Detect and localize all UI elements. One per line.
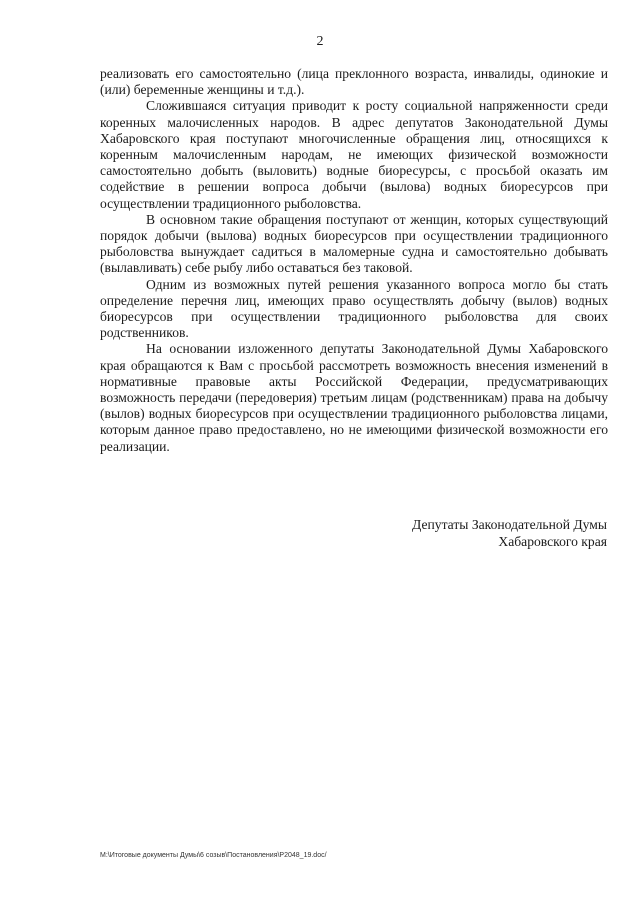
paragraph-social-tension: Сложившаяся ситуация приводит к росту социальной напряженности среди коренных малочисленных народов. В адрес депутатов Законодательной Думы Хабаровского края поступают многочисленные обращения лиц, относящихся к коренным малочисленным народам, не имеющих физической возможности самостоятельно добыть (выловить) водные биоресурсы, с просьбой оказать им содействие в решении вопроса добычи (вылова) водных биоресурсов при осуществлении традиционного рыболовства. — [100, 98, 608, 211]
paragraph-continuation: реализовать его самостоятельно (лица преклонного возраста, инвалиды, одинокие и (или) беременные женщины и т.д.). — [100, 66, 608, 98]
paragraph-request: На основании изложенного депутаты Законодательной Думы Хабаровского края обращаются к Вам с просьбой рассмотреть возможность внесения изменений в нормативные правовые акты Российской Федерации, предусматривающих возможность передачи (передоверия) третьим лицам (родственникам) права на добычу (вылов) водных биоресурсов при осуществлении традиционного рыболовства лицами, которым данное право предоставлено, но не имеющими физической возможности его реализации. — [100, 341, 608, 454]
paragraph-possible-solution: Одним из возможных путей решения указанного вопроса могло бы стать определение перечня лиц, имеющих право осуществлять добычу (вылов) водных биоресурсов при осуществлении традиционного рыболовства для своих родственников. — [100, 276, 608, 341]
page-number: 2 — [316, 34, 324, 49]
footer-file-path: M:\Итоговые документы Думы\6 созыв\Постановления\P2048_19.doc/ — [100, 852, 327, 859]
letter-body — [100, 66, 608, 455]
paragraph-women-appeals: В основном такие обращения поступают от женщин, которых существующий порядок добычи (вылова) водных биоресурсов при осуществлении традиционного рыболовства вынуждает садиться в маломерные судна и самостоятельно добывать (вылавливать) себе рыбу либо оставаться без таковой. — [100, 211, 608, 276]
signature-line-1: Депутаты Законодательной Думы — [412, 517, 607, 532]
signature-line-2: Хабаровского края — [498, 534, 607, 549]
signature-block — [330, 516, 607, 550]
